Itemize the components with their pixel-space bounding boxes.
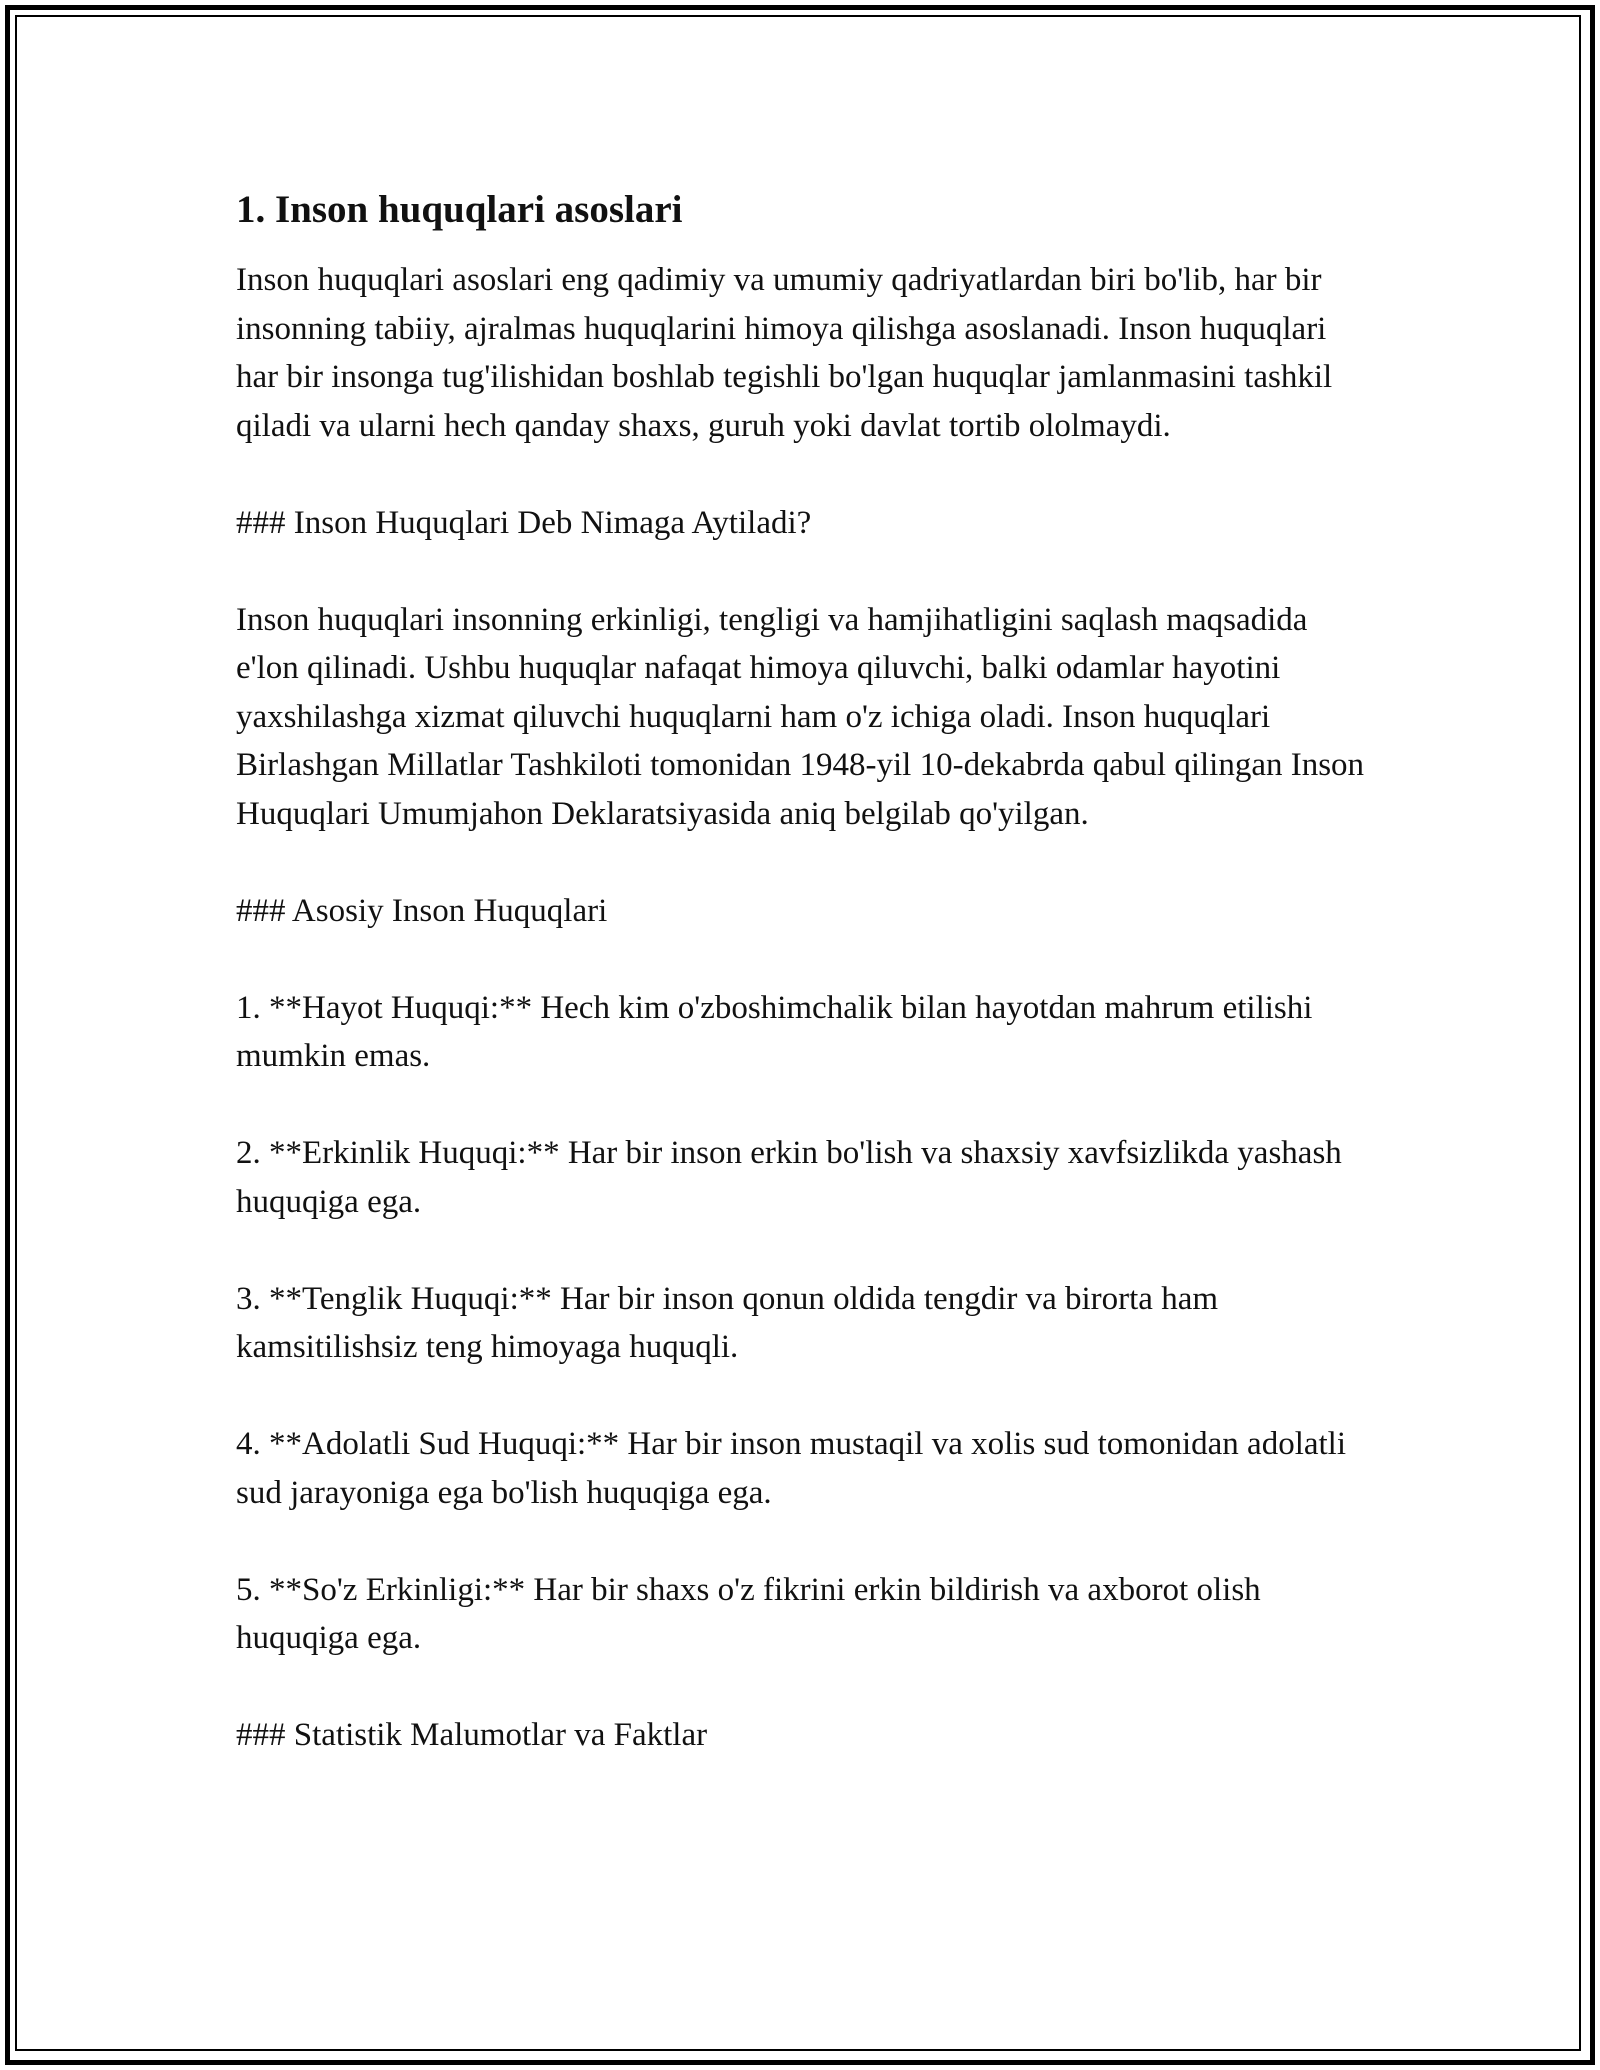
intro-paragraph: Inson huquqlari asoslari eng qadimiy va umumiy qadriyatlardan biri bo'lib, har bir insonning tabiiy, ajralmas huquqlarini himoya qilishga asoslanadi. Inson huquqlari har bir insonga tug'ilishidan boshlab tegishli bo'lgan huquqlar jamlanmasini tashkil qiladi va ularni hech qanday shaxs, guruh yoki davlat tortib ololmaydi. [236,262,1333,444]
list-item-right-to-liberty: 2. **Erkinlik Huquqi:** Har bir inson erkin bo'lish va shaxsiy xavfsizlikda yashash huquqiga ega. [236,1135,1342,1220]
list-item-freedom-of-speech: 5. **So'z Erkinligi:** Har bir shaxs o'z fikrini erkin bildirish va axborot olish huquqiga ega. [236,1571,1261,1656]
definition-paragraph: Inson huquqlari insonning erkinligi, tengligi va hamjihatligini saqlash maqsadida e'lon qilinadi. Ushbu huquqlar nafaqat himoya qiluvchi, balki odamlar hayotini yaxshilashga xizmat qiluvchi huquqlarni ham o'z ichiga oladi. Inson huquqlari Birlashgan Millatlar Tashkiloti tomonidan 1948-yil 10-dekabrda qabul qilingan Inson Huquqlari Umumjahon Deklaratsiyasida aniq belgilab qo'yilgan. [236,601,1365,832]
section-heading-definition: ### Inson Huquqlari Deb Nimaga Aytiladi? [236,504,812,541]
section-heading-basic-rights: ### Asosiy Inson Huquqlari [236,892,608,929]
list-item-right-to-life: 1. **Hayot Huquqi:** Hech kim o'zboshimchalik bilan hayotdan mahrum etilishi mumkin emas. [236,989,1313,1074]
document-title: 1. Inson huquqlari asoslari [236,188,683,231]
list-item-right-to-fair-trial: 4. **Adolatli Sud Huquqi:** Har bir inson mustaqil va xolis sud tomonidan adolatli sud jarayoniga ega bo'lish huquqiga ega. [236,1426,1347,1511]
document-body [236,186,1366,1808]
section-heading-statistics: ### Statistik Malumotlar va Faktlar [236,1717,708,1753]
list-item-right-to-equality: 3. **Tenglik Huquqi:** Har bir inson qonun oldida tengdir va birorta ham kamsitilishsiz teng himoyaga huquqli. [236,1280,1219,1365]
